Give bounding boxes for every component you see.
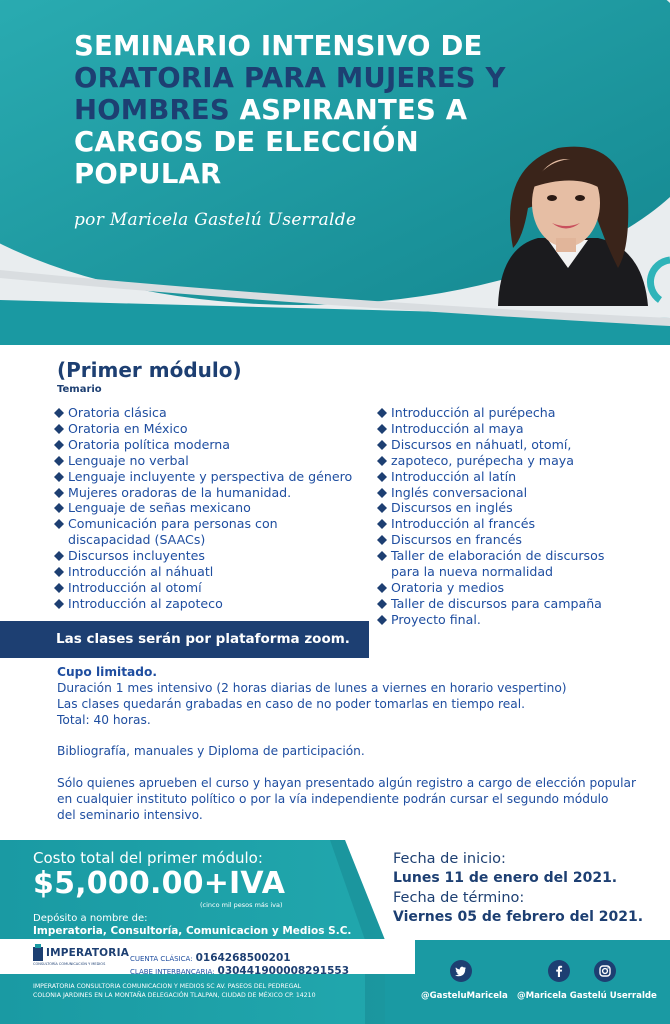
topic-text: Discursos en francés — [391, 532, 522, 548]
header-banner — [0, 0, 670, 345]
requisito-line-1: Sólo quienes aprueben el curso y hayan presentado algún registro a cargo de elección popular — [57, 776, 636, 790]
bullet-icon — [377, 551, 387, 561]
grabadas-text: Las clases quedarán grabadas en caso de no poder tomarlas en tiempo real. — [57, 697, 525, 711]
topic-text: Taller de discursos para campaña — [391, 595, 602, 611]
topic-text: Taller de elaboración de discursos — [391, 548, 605, 564]
topic-text: Comunicación para personas con — [68, 516, 278, 532]
address-line-2: COLONIA JARDINES EN LA MONTAÑA DELEGACIÓN TLALPAN, CIUDAD DE MÉXICO CP. 14210 — [33, 991, 316, 999]
author-byline: por Maricela Gastelú Userralde — [74, 210, 357, 230]
clabe-row — [130, 959, 349, 978]
title-line-4: CARGOS DE ELECCIÓN — [74, 126, 419, 158]
topic-text: Discursos en náhuatl, otomí, — [391, 436, 572, 452]
cuenta-clasica-label: CUENTA CLÁSICA: — [130, 955, 193, 963]
topic-text: Introducción al francés — [391, 516, 536, 532]
topic-item — [54, 421, 374, 437]
bullet-icon — [54, 519, 64, 529]
address-line-1: IMPERATORIA CONSULTORIA COMUNICACION Y MEDIOS SC AV. PASEOS DEL PEDREGAL — [33, 983, 302, 990]
twitter-icon[interactable] — [450, 960, 472, 982]
instagram-icon[interactable] — [594, 960, 616, 982]
start-date-value: Lunes 11 de enero del 2021. — [393, 870, 618, 886]
bullet-icon — [54, 408, 64, 418]
bullet-icon — [377, 424, 387, 434]
requisito-line-2: en cualquier instituto político o por la vía independiente podrán cursar el segundo módulo — [57, 792, 609, 806]
bullet-icon — [54, 472, 64, 482]
topic-item — [54, 580, 374, 596]
topic-item — [377, 469, 657, 485]
bullet-icon — [54, 567, 64, 577]
bullet-icon — [54, 583, 64, 593]
topic-text: Inglés conversacional — [391, 484, 528, 500]
title-line-1: SEMINARIO INTENSIVO DE — [74, 30, 483, 62]
bullet-icon — [54, 551, 64, 561]
requisito-line-3: del seminario intensivo. — [57, 808, 203, 822]
topic-item — [377, 405, 657, 421]
deposit-label: Depósito a nombre de: — [33, 913, 148, 924]
bibliografia-text: Bibliografía, manuales y Diploma de participación. — [57, 744, 365, 758]
bullet-icon — [377, 488, 387, 498]
postal-address — [33, 983, 403, 1000]
topic-item — [377, 437, 657, 453]
topic-item — [377, 485, 657, 501]
bullet-icon — [377, 456, 387, 466]
bullet-icon — [54, 440, 64, 450]
cupo-limitado: Cupo limitado. — [57, 665, 157, 679]
bullet-icon — [54, 456, 64, 466]
topic-text: Lenguaje no verbal — [68, 452, 189, 468]
topic-text: Introducción al náhuatl — [68, 564, 214, 580]
topic-item — [377, 500, 657, 516]
bullet-icon — [54, 488, 64, 498]
title-line-5: POPULAR — [74, 158, 222, 190]
topic-item — [54, 548, 374, 564]
topic-text: Oratoria y medios — [391, 579, 505, 595]
topic-item — [377, 612, 657, 628]
end-date-label: Fecha de término: — [393, 890, 525, 906]
topic-item — [54, 485, 374, 501]
topic-item — [54, 500, 374, 516]
deposit-name: Imperatoria, Consultoría, Comunicacion y Medios S.C. — [33, 925, 352, 937]
bullet-icon — [54, 599, 64, 609]
total-hours: Total: 40 horas. — [57, 713, 151, 727]
duracion-text: Duración 1 mes intensivo (2 horas diarias de lunes a viernes en horario vespertino) — [57, 681, 567, 695]
topic-text-continued: discapacidad (SAACs) — [68, 532, 206, 548]
topic-text: Proyecto final. — [391, 611, 481, 627]
clabe-label: CLABE INTERBANCARIA: — [130, 968, 215, 976]
topic-item — [377, 580, 657, 596]
bullet-icon — [377, 615, 387, 625]
topic-item — [54, 516, 374, 548]
topic-text: Discursos incluyentes — [68, 548, 205, 564]
speaker-portrait — [478, 128, 658, 306]
module-title: (Primer módulo) — [57, 358, 242, 382]
bullet-icon — [377, 599, 387, 609]
clabe-value: 030441900008291553 — [217, 965, 350, 977]
topic-item — [377, 421, 657, 437]
cost-words: (cinco mil pesos más iva) — [200, 901, 283, 909]
topic-item — [54, 469, 374, 485]
topic-text: Discursos en inglés — [391, 500, 513, 516]
topic-item — [54, 453, 374, 469]
cost-label: Costo total del primer módulo: — [33, 849, 263, 867]
topic-text-continued: para la nueva normalidad — [391, 564, 554, 580]
topic-text: Oratoria política moderna — [68, 436, 230, 452]
bullet-icon — [377, 408, 387, 418]
topic-text: Lenguaje incluyente y perspectiva de género — [68, 468, 353, 484]
logo-tagline: CONSULTORÍA COMUNICACIÓN Y MEDIOS — [33, 962, 106, 966]
topic-text: Introducción al zapoteco — [68, 595, 223, 611]
topic-item — [54, 437, 374, 453]
facebook-handle[interactable]: @Maricela Gastelú Userralde — [517, 991, 657, 1001]
course-dates — [393, 850, 663, 928]
bullet-icon — [377, 503, 387, 513]
cuenta-clasica-value: 0164268500201 — [195, 952, 291, 964]
temario-label: Temario — [57, 384, 102, 395]
end-date-value: Viernes 05 de febrero del 2021. — [393, 909, 644, 925]
topic-text: Mujeres oradoras de la humanidad. — [68, 484, 292, 500]
topic-text: Introducción al purépecha — [391, 405, 556, 420]
title-line-3a: HOMBRES — [74, 94, 230, 126]
topic-item — [54, 405, 374, 421]
topic-item — [377, 548, 657, 580]
twitter-handle[interactable]: @GasteluMaricela — [421, 991, 508, 1001]
topic-item — [377, 516, 657, 532]
cost-value: $5,000.00+IVA — [33, 866, 286, 901]
topic-item — [54, 596, 374, 612]
facebook-icon[interactable] — [548, 960, 570, 982]
topic-item — [54, 564, 374, 580]
bullet-icon — [377, 440, 387, 450]
start-date-label: Fecha de inicio: — [393, 851, 506, 867]
topic-text: zapoteco, purépecha y maya — [391, 452, 574, 468]
topic-text: Lenguaje de señas mexicano — [68, 500, 251, 516]
bullet-icon — [377, 472, 387, 482]
topic-text: Introducción al otomí — [68, 579, 202, 595]
topic-text: Oratoria clásica — [68, 405, 167, 420]
topics-left-list — [54, 405, 374, 612]
title-line-3b: ASPIRANTES A — [239, 94, 468, 126]
topic-item — [377, 453, 657, 469]
bullet-icon — [377, 535, 387, 545]
title-line-2: ORATORIA PARA MUJERES Y — [74, 62, 506, 94]
bullet-icon — [54, 503, 64, 513]
topic-item — [377, 532, 657, 548]
topic-item — [377, 596, 657, 612]
topic-text: Oratoria en México — [68, 420, 188, 436]
bullet-icon — [54, 424, 64, 434]
logo-wordmark: IMPERATORIA — [46, 947, 130, 959]
topics-right-list — [377, 405, 657, 628]
bullet-icon — [377, 583, 387, 593]
bullet-icon — [377, 519, 387, 529]
topic-text: Introducción al latín — [391, 468, 517, 484]
topic-text: Introducción al maya — [391, 420, 524, 436]
zoom-banner-text: Las clases serán por plataforma zoom. — [56, 631, 350, 647]
